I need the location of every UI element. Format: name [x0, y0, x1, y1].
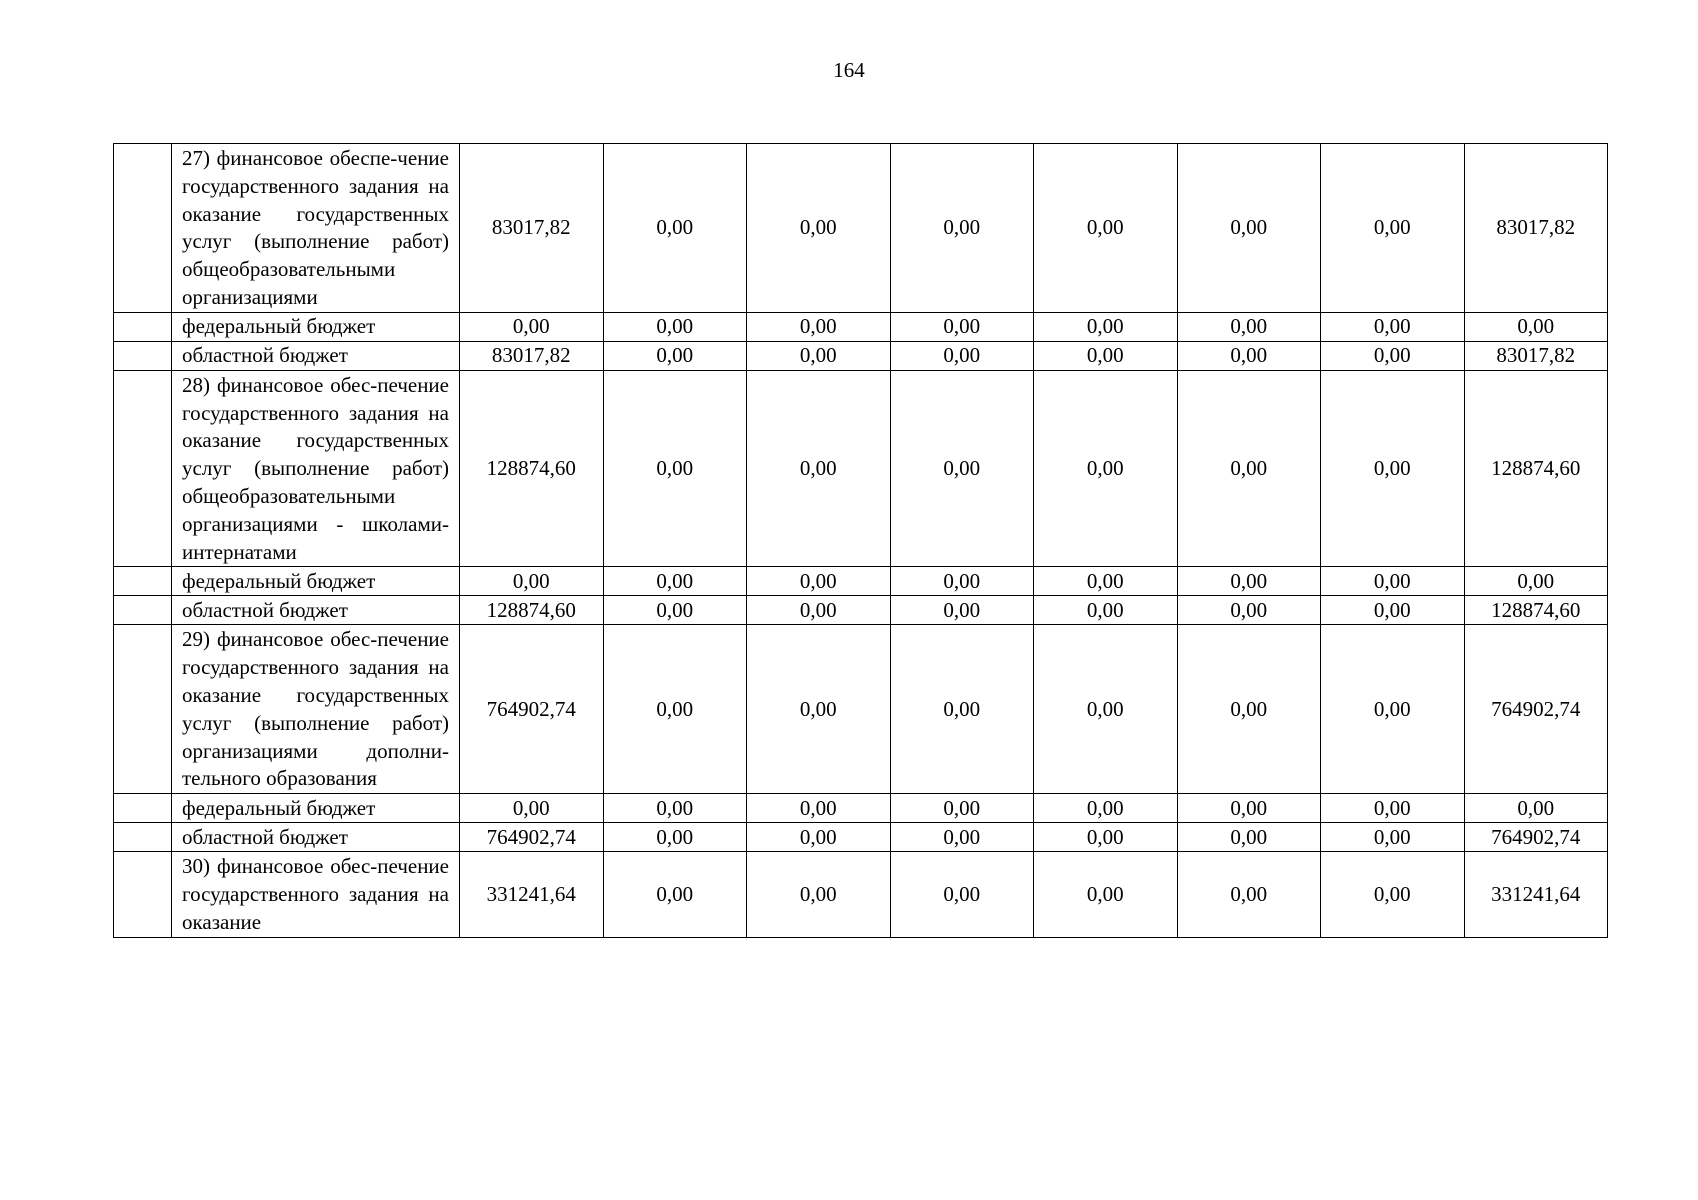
value-cell: 0,00	[890, 144, 1034, 313]
total-value-cell: 764902,74	[1464, 625, 1608, 794]
budget-source-label: областной бюджет	[182, 597, 348, 622]
value-cell: 0,00	[747, 625, 891, 794]
value-cell: 0,00	[747, 852, 891, 937]
value-cell: 0,00	[603, 312, 747, 341]
value-cell: 0,00	[1321, 596, 1465, 625]
row-label-cell	[172, 144, 460, 313]
value-cell: 0,00	[747, 823, 891, 852]
value-cell: 764902,74	[460, 625, 604, 794]
value-cell: 0,00	[1177, 596, 1321, 625]
row-label-cell	[172, 596, 460, 625]
value-cell: 0,00	[1177, 852, 1321, 937]
row-label-cell	[172, 341, 460, 370]
value-cell: 0,00	[1177, 341, 1321, 370]
value-cell: 0,00	[747, 341, 891, 370]
value-cell: 0,00	[1321, 794, 1465, 823]
table-row	[114, 144, 1608, 313]
value-cell: 0,00	[1034, 312, 1178, 341]
row-number-cell	[114, 370, 172, 567]
row-number-cell	[114, 144, 172, 313]
value-cell: 0,00	[1321, 312, 1465, 341]
row-number-cell	[114, 596, 172, 625]
value-cell: 0,00	[1177, 823, 1321, 852]
value-cell: 83017,82	[460, 144, 604, 313]
value-cell: 0,00	[603, 596, 747, 625]
value-cell: 0,00	[747, 370, 891, 567]
value-cell: 128874,60	[460, 596, 604, 625]
value-cell: 0,00	[890, 794, 1034, 823]
row-label-cell	[172, 852, 460, 937]
budget-source-label: областной бюджет	[182, 824, 348, 849]
row-description: 27) финансовое обеспе-чение государственного задания на оказание государственных услуг (выполнение работ) общеобразовательными организациями	[182, 146, 449, 309]
value-cell: 0,00	[747, 144, 891, 313]
value-cell: 764902,74	[460, 823, 604, 852]
row-number-cell	[114, 852, 172, 937]
subtotal-row	[114, 567, 1608, 596]
value-cell: 0,00	[1177, 567, 1321, 596]
value-cell: 0,00	[890, 312, 1034, 341]
value-cell: 0,00	[1177, 625, 1321, 794]
value-cell: 0,00	[1034, 625, 1178, 794]
value-cell: 0,00	[1321, 567, 1465, 596]
row-description: 28) финансовое обес-печение государственного задания на оказание государственных услуг (выполнение работ) общеобразовательными организациями - школами-интернатами	[182, 372, 449, 564]
value-cell: 0,00	[1177, 144, 1321, 313]
subtotal-row	[114, 312, 1608, 341]
value-cell: 0,00	[890, 341, 1034, 370]
row-description: 29) финансовое обес-печение государственного задания на оказание государственных услуг (выполнение работ) организациями дополни-тельного образования	[182, 627, 449, 791]
value-cell: 0,00	[1034, 370, 1178, 567]
value-cell: 0,00	[460, 567, 604, 596]
value-cell: 0,00	[603, 370, 747, 567]
row-number-cell	[114, 823, 172, 852]
value-cell: 0,00	[603, 341, 747, 370]
value-cell: 0,00	[1034, 794, 1178, 823]
value-cell: 0,00	[1177, 312, 1321, 341]
value-cell: 0,00	[1321, 823, 1465, 852]
value-cell: 0,00	[747, 596, 891, 625]
value-cell: 0,00	[890, 596, 1034, 625]
value-cell: 0,00	[890, 852, 1034, 937]
value-cell: 0,00	[460, 312, 604, 341]
row-number-cell	[114, 312, 172, 341]
subtotal-row	[114, 596, 1608, 625]
total-value-cell: 0,00	[1464, 567, 1608, 596]
total-value-cell: 331241,64	[1464, 852, 1608, 937]
value-cell: 0,00	[603, 625, 747, 794]
value-cell: 0,00	[1034, 567, 1178, 596]
value-cell: 0,00	[1034, 144, 1178, 313]
value-cell: 0,00	[890, 567, 1034, 596]
row-label-cell	[172, 625, 460, 794]
total-value-cell: 83017,82	[1464, 144, 1608, 313]
row-label-cell	[172, 370, 460, 567]
total-value-cell: 0,00	[1464, 794, 1608, 823]
table-row	[114, 852, 1608, 937]
value-cell: 0,00	[1034, 596, 1178, 625]
value-cell: 0,00	[1034, 341, 1178, 370]
row-label-cell	[172, 823, 460, 852]
value-cell: 0,00	[890, 370, 1034, 567]
value-cell: 0,00	[1034, 852, 1178, 937]
value-cell: 0,00	[603, 144, 747, 313]
page-number: 164	[833, 58, 865, 82]
row-label-cell	[172, 312, 460, 341]
row-description: 30) финансовое обес-печение государственного задания на оказание	[182, 854, 449, 934]
total-value-cell: 0,00	[1464, 312, 1608, 341]
row-number-cell	[114, 567, 172, 596]
row-label-cell	[172, 567, 460, 596]
value-cell: 0,00	[603, 567, 747, 596]
budget-table	[113, 143, 1608, 938]
value-cell: 0,00	[1321, 341, 1465, 370]
value-cell: 0,00	[1321, 144, 1465, 313]
value-cell: 0,00	[1034, 823, 1178, 852]
total-value-cell: 128874,60	[1464, 596, 1608, 625]
subtotal-row	[114, 794, 1608, 823]
subtotal-row	[114, 823, 1608, 852]
value-cell: 0,00	[1321, 852, 1465, 937]
value-cell: 0,00	[1177, 370, 1321, 567]
value-cell: 0,00	[890, 625, 1034, 794]
row-label-cell	[172, 794, 460, 823]
value-cell: 0,00	[460, 794, 604, 823]
value-cell: 83017,82	[460, 341, 604, 370]
value-cell: 0,00	[603, 852, 747, 937]
budget-source-label: федеральный бюджет	[182, 795, 376, 820]
value-cell: 0,00	[1321, 370, 1465, 567]
table-row	[114, 625, 1608, 794]
value-cell: 331241,64	[460, 852, 604, 937]
total-value-cell: 128874,60	[1464, 370, 1608, 567]
budget-source-label: федеральный бюджет	[182, 568, 376, 593]
budget-source-label: областной бюджет	[182, 343, 348, 368]
row-number-cell	[114, 794, 172, 823]
budget-source-label: федеральный бюджет	[182, 314, 376, 339]
value-cell: 0,00	[747, 567, 891, 596]
total-value-cell: 83017,82	[1464, 341, 1608, 370]
row-number-cell	[114, 625, 172, 794]
value-cell: 0,00	[1177, 794, 1321, 823]
value-cell: 0,00	[603, 794, 747, 823]
table-body	[114, 144, 1608, 938]
value-cell: 0,00	[747, 312, 891, 341]
value-cell: 0,00	[890, 823, 1034, 852]
total-value-cell: 764902,74	[1464, 823, 1608, 852]
value-cell: 0,00	[747, 794, 891, 823]
row-number-cell	[114, 341, 172, 370]
value-cell: 0,00	[1321, 625, 1465, 794]
subtotal-row	[114, 341, 1608, 370]
value-cell: 128874,60	[460, 370, 604, 567]
table-row	[114, 370, 1608, 567]
value-cell: 0,00	[603, 823, 747, 852]
